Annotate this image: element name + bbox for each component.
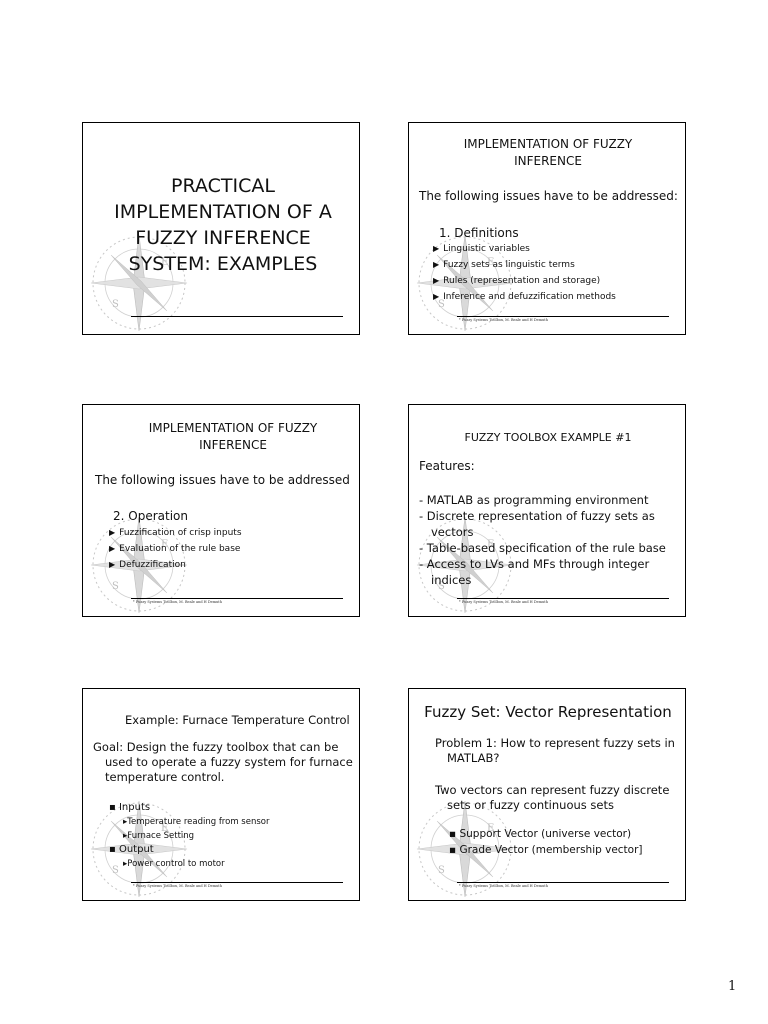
list-item: ▶ Linguistic variables: [433, 244, 530, 254]
answer-text: Two vectors can represent fuzzy discrete sets or fuzzy continuous sets: [435, 783, 670, 812]
slide-title: IMPLEMENTATION OF FUZZY INFERENCE: [463, 137, 633, 168]
footer-rule: [131, 316, 343, 317]
slide-title: Fuzzy Set: Vector Representation: [424, 703, 672, 721]
slide-title: Example: Furnace Temperature Control: [125, 713, 350, 727]
slide-footer: * Fuzzy Systems Toolbox, M. Beale and H Demuth: [459, 600, 548, 604]
slide-footer: * Fuzzy Systems Toolbox, M. Beale and H Demuth: [459, 318, 548, 322]
list-item-continuation: vectors: [431, 525, 474, 539]
list-item: ▸Furnace Setting: [123, 831, 195, 841]
list-item: ▶ Evaluation of the rule base: [109, 544, 241, 554]
page-number: 1: [728, 979, 737, 994]
bullet-list: [433, 241, 616, 305]
slide-intro: The following issues have to be addressed: [95, 473, 350, 487]
list-item-continuation: indices: [431, 573, 472, 587]
list-item: - Table-based specification of the rule base: [419, 541, 666, 555]
footer-rule: [131, 882, 343, 883]
slide-intro: The following issues have to be addressed:: [419, 189, 678, 203]
footer-rule: [457, 316, 669, 317]
slide-title: PRACTICAL IMPLEMENTATION OF A FUZZY INFERENCE SYSTEM: EXAMPLES: [114, 175, 332, 275]
arrow-right-icon: ▶: [433, 276, 440, 285]
slide-1: [82, 122, 360, 335]
slide-4: [408, 404, 686, 617]
vector-list: [449, 826, 643, 858]
list-item: ▶ Fuzzification of crisp inputs: [109, 528, 242, 538]
list-item: ▪ Grade Vector (membership vector]: [449, 844, 643, 856]
bullet-list: [109, 525, 242, 573]
section-heading: 2. Operation: [113, 509, 188, 523]
slide-3: [82, 404, 360, 617]
slide-5: [82, 688, 360, 901]
list-item: ▪ Inputs: [109, 802, 151, 813]
arrow-right-icon: ▶: [109, 544, 116, 553]
list-item: ▶ Defuzzification: [109, 560, 186, 570]
slide-footer: * Fuzzy Systems Toolbox, M. Beale and H Demuth: [133, 600, 222, 604]
arrow-right-icon: ▶: [433, 292, 440, 301]
feature-list: [419, 492, 666, 588]
list-item: ▪ Support Vector (universe vector): [449, 828, 632, 840]
arrow-right-icon: ▶: [433, 244, 440, 253]
list-item: ▶ Rules (representation and storage): [433, 276, 601, 286]
list-item: ▸Temperature reading from sensor: [123, 817, 270, 827]
list-item: ▪ Output: [109, 844, 154, 855]
slide-footer: * Fuzzy Systems Toolbox, M. Beale and H Demuth: [459, 884, 548, 888]
section-heading: 1. Definitions: [439, 226, 519, 240]
footer-rule: [131, 598, 343, 599]
io-list: [109, 801, 269, 871]
list-item: - Access to LVs and MFs through integer: [419, 557, 650, 571]
list-item: ▸Power control to motor: [123, 859, 225, 869]
list-item: ▶ Fuzzy sets as linguistic terms: [433, 260, 575, 270]
arrow-right-icon: ▶: [109, 528, 116, 537]
slide-intro: Features:: [419, 459, 475, 473]
problem-text: Problem 1: How to represent fuzzy sets in MATLAB?: [435, 736, 675, 765]
arrow-right-icon: ▶: [109, 560, 116, 569]
slide-6: [408, 688, 686, 901]
list-item: - Discrete representation of fuzzy sets as: [419, 509, 655, 523]
arrow-right-icon: ▶: [433, 260, 440, 269]
goal-text: Goal: Design the fuzzy toolbox that can be used to operate a fuzzy system for furnace temperature control.: [93, 740, 353, 784]
slide-footer: * Fuzzy Systems Toolbox, M. Beale and H Demuth: [133, 884, 222, 888]
list-item: ▶ Inference and defuzzification methods: [433, 292, 616, 302]
footer-rule: [457, 882, 669, 883]
slide-title: FUZZY TOOLBOX EXAMPLE #1: [464, 431, 632, 444]
slide-2: [408, 122, 686, 335]
slide-title: IMPLEMENTATION OF FUZZY INFERENCE: [148, 421, 318, 452]
footer-rule: [457, 598, 669, 599]
list-item: - MATLAB as programming environment: [419, 493, 649, 507]
